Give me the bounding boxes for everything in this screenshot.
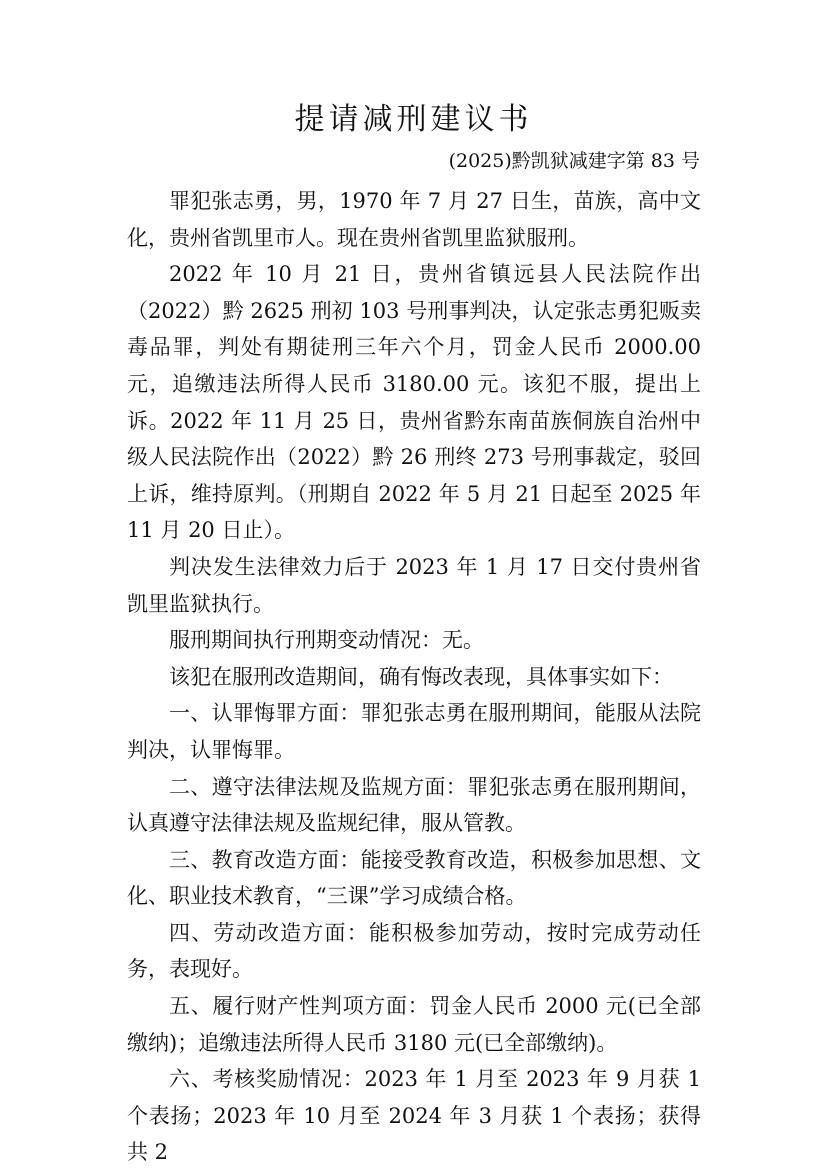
paragraph-judgment-history: 2022 年 10 月 21 日，贵州省镇远县人民法院作出（2022）黔 2625 刑初 103 号刑事判决，认定张志勇犯贩卖毒品罪，判处有期徒刑三年六个月，罚金人民币 2000.00 元，追缴违法所得人民币 3180.00 元。该犯不服，提出上诉。2022 年 11 月 25 日，贵州省黔东南苗族侗族自治州中级人民法院作出（2022）黔 26 刑终 273 号刑事裁定，驳回上诉，维持原判。（刑期自 2022 年 5 月 21 日起至 2025 年 11 月 20 日止）。 xyxy=(127,262,701,543)
paragraph-criminal-info: 罪犯张志勇，男，1970 年 7 月 27 日生，苗族，高中文化，贵州省凯里市人。现在贵州省凯里监狱服刑。 xyxy=(127,189,701,250)
paragraph-item-2: 二、遵守法律法规及监规方面：罪犯张志勇在服刑期间，认真遵守法律法规及监规纪律，服从管教。 xyxy=(127,774,701,836)
paragraph-item-1: 一、认罪悔罪方面：罪犯张志勇在服刑期间，能服从法院判决，认罪悔罪。 xyxy=(127,701,701,762)
document-body xyxy=(127,183,701,1171)
paragraph-item-6: 六、考核奖励情况：2023 年 1 月至 2023 年 9 月获 1 个表扬；2023 年 10 月至 2024 年 3 月获 1 个表扬；获得共 2 xyxy=(127,1067,701,1165)
paragraph-repentance-intro: 该犯在服刑改造期间，确有悔改表现，具体事实如下： xyxy=(169,664,673,689)
paragraph-item-4: 四、劳动改造方面：能积极参加劳动，按时完成劳动任务，表现好。 xyxy=(127,920,701,982)
paragraph-item-5: 五、履行财产性判项方面：罚金人民币 2000 元(已全部缴纳)；追缴违法所得人民币 3180 元(已全部缴纳)。 xyxy=(127,994,701,1055)
document-title: 提请减刑建议书 xyxy=(294,102,533,137)
paragraph-item-3: 三、教育改造方面：能接受教育改造，积极参加思想、文化、职业技术教育，“三课”学习成绩合格。 xyxy=(127,847,701,909)
paragraph-sentence-changes: 服刑期间执行刑期变动情况：无。 xyxy=(169,628,484,653)
document-number: (2025)黔凯狱减建字第 83 号 xyxy=(448,150,700,172)
paragraph-execution: 判决发生法律效力后于 2023 年 1 月 17 日交付贵州省凯里监狱执行。 xyxy=(127,554,701,616)
